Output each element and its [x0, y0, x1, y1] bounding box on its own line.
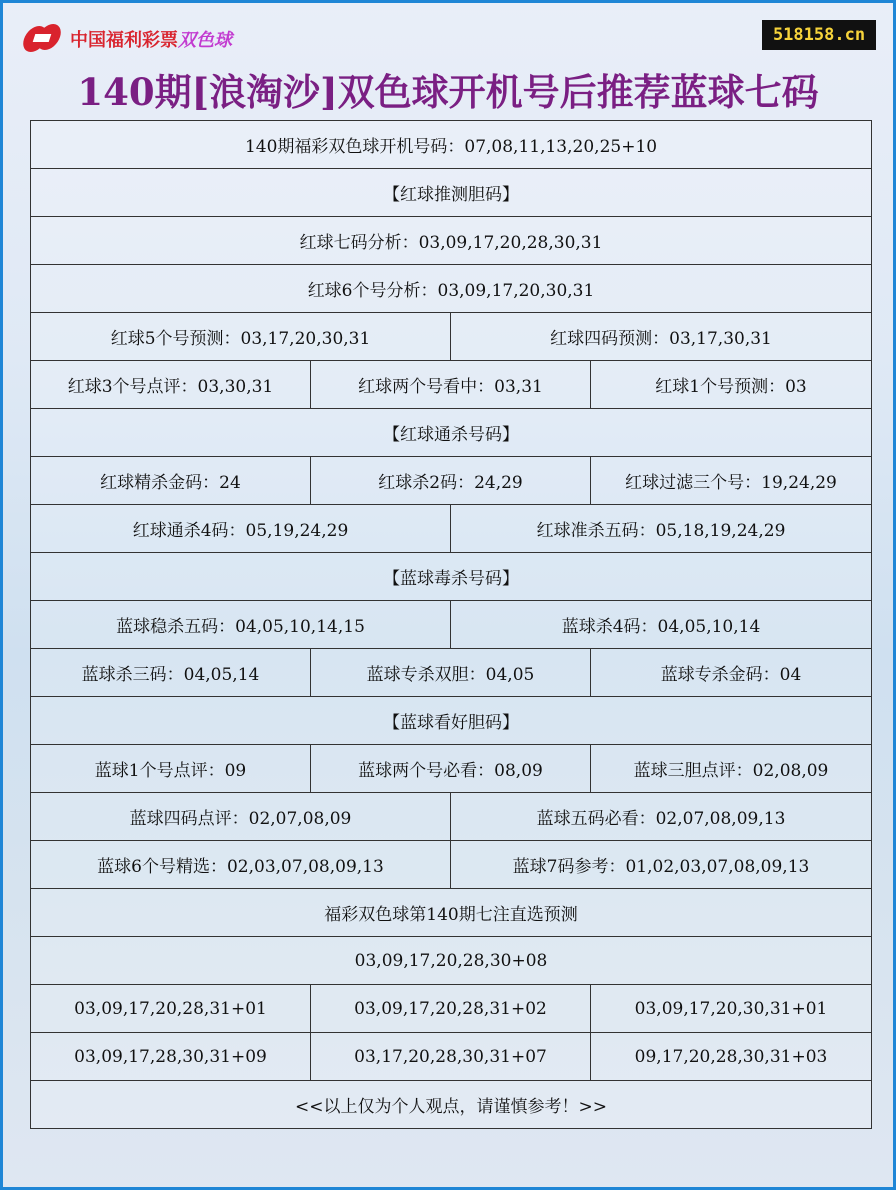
red-kill-gold: 红球精杀金码：24 — [31, 457, 311, 505]
lottery-logo-icon — [22, 22, 66, 56]
red-seven-code: 红球七码分析：03,09,17,20,28,30,31 — [31, 217, 872, 265]
red-kill-two: 红球杀2码：24,29 — [311, 457, 591, 505]
blue-kill-four: 蓝球杀4码：04,05,10,14 — [451, 601, 872, 649]
red-kill-five: 红球准杀五码：05,18,19,24,29 — [451, 505, 872, 553]
section-blue-kill: 【蓝球毒杀号码】 — [31, 553, 872, 601]
pick-6: 03,17,20,28,30,31+07 — [311, 1033, 591, 1081]
pick-2: 03,09,17,20,28,31+01 — [31, 985, 311, 1033]
red-six-code: 红球6个号分析：03,09,17,20,30,31 — [31, 265, 872, 313]
blue-five-code: 蓝球五码必看：02,07,08,09,13 — [451, 793, 872, 841]
blue-kill-gold: 蓝球专杀金码：04 — [591, 649, 872, 697]
section-blue-dan: 【蓝球看好胆码】 — [31, 697, 872, 745]
blue-six-code: 蓝球6个号精选：02,03,07,08,09,13 — [31, 841, 451, 889]
logo-game-name: 双色球 — [178, 30, 232, 51]
red-five-code: 红球5个号预测：03,17,20,30,31 — [31, 313, 451, 361]
blue-three-code: 蓝球三胆点评：02,08,09 — [591, 745, 872, 793]
blue-kill-double: 蓝球专杀双胆：04,05 — [311, 649, 591, 697]
draw-result-row: 140期福彩双色球开机号码：07,08,11,13,20,25+10 — [31, 121, 872, 169]
disclaimer: <<以上仅为个人观点，请谨慎参考！>> — [31, 1081, 872, 1129]
red-kill-four: 红球通杀4码：05,19,24,29 — [31, 505, 451, 553]
section-direct-picks: 福彩双色球第140期七注直选预测 — [31, 889, 872, 937]
pick-1: 03,09,17,20,28,30+08 — [31, 937, 872, 985]
page-title: 140期[浪淘沙]双色球开机号后推荐蓝球七码 — [77, 70, 819, 114]
red-one-code: 红球1个号预测：03 — [591, 361, 872, 409]
blue-four-code: 蓝球四码点评：02,07,08,09 — [31, 793, 451, 841]
blue-two-code: 蓝球两个号必看：08,09 — [311, 745, 591, 793]
blue-one-code: 蓝球1个号点评：09 — [31, 745, 311, 793]
red-two-code: 红球两个号看中：03,31 — [311, 361, 591, 409]
blue-kill-three: 蓝球杀三码：04,05,14 — [31, 649, 311, 697]
blue-kill-five: 蓝球稳杀五码：04,05,10,14,15 — [31, 601, 451, 649]
site-badge[interactable]: 518158.cn — [762, 20, 876, 50]
pick-4: 03,09,17,20,30,31+01 — [591, 985, 872, 1033]
red-four-code: 红球四码预测：03,17,30,31 — [451, 313, 872, 361]
pick-3: 03,09,17,20,28,31+02 — [311, 985, 591, 1033]
section-red-dan: 【红球推测胆码】 — [31, 169, 872, 217]
logo-text: 中国福利彩票双色球 — [70, 30, 232, 51]
red-filter-three: 红球过滤三个号：19,24,29 — [591, 457, 872, 505]
pick-5: 03,09,17,28,30,31+09 — [31, 1033, 311, 1081]
section-red-kill: 【红球通杀号码】 — [31, 409, 872, 457]
welfare-lottery-logo — [22, 22, 232, 56]
blue-seven-code: 蓝球7码参考：01,02,03,07,08,09,13 — [451, 841, 872, 889]
pick-7: 09,17,20,28,30,31+03 — [591, 1033, 872, 1081]
prediction-table — [30, 120, 872, 1129]
red-three-code: 红球3个号点评：03,30,31 — [31, 361, 311, 409]
